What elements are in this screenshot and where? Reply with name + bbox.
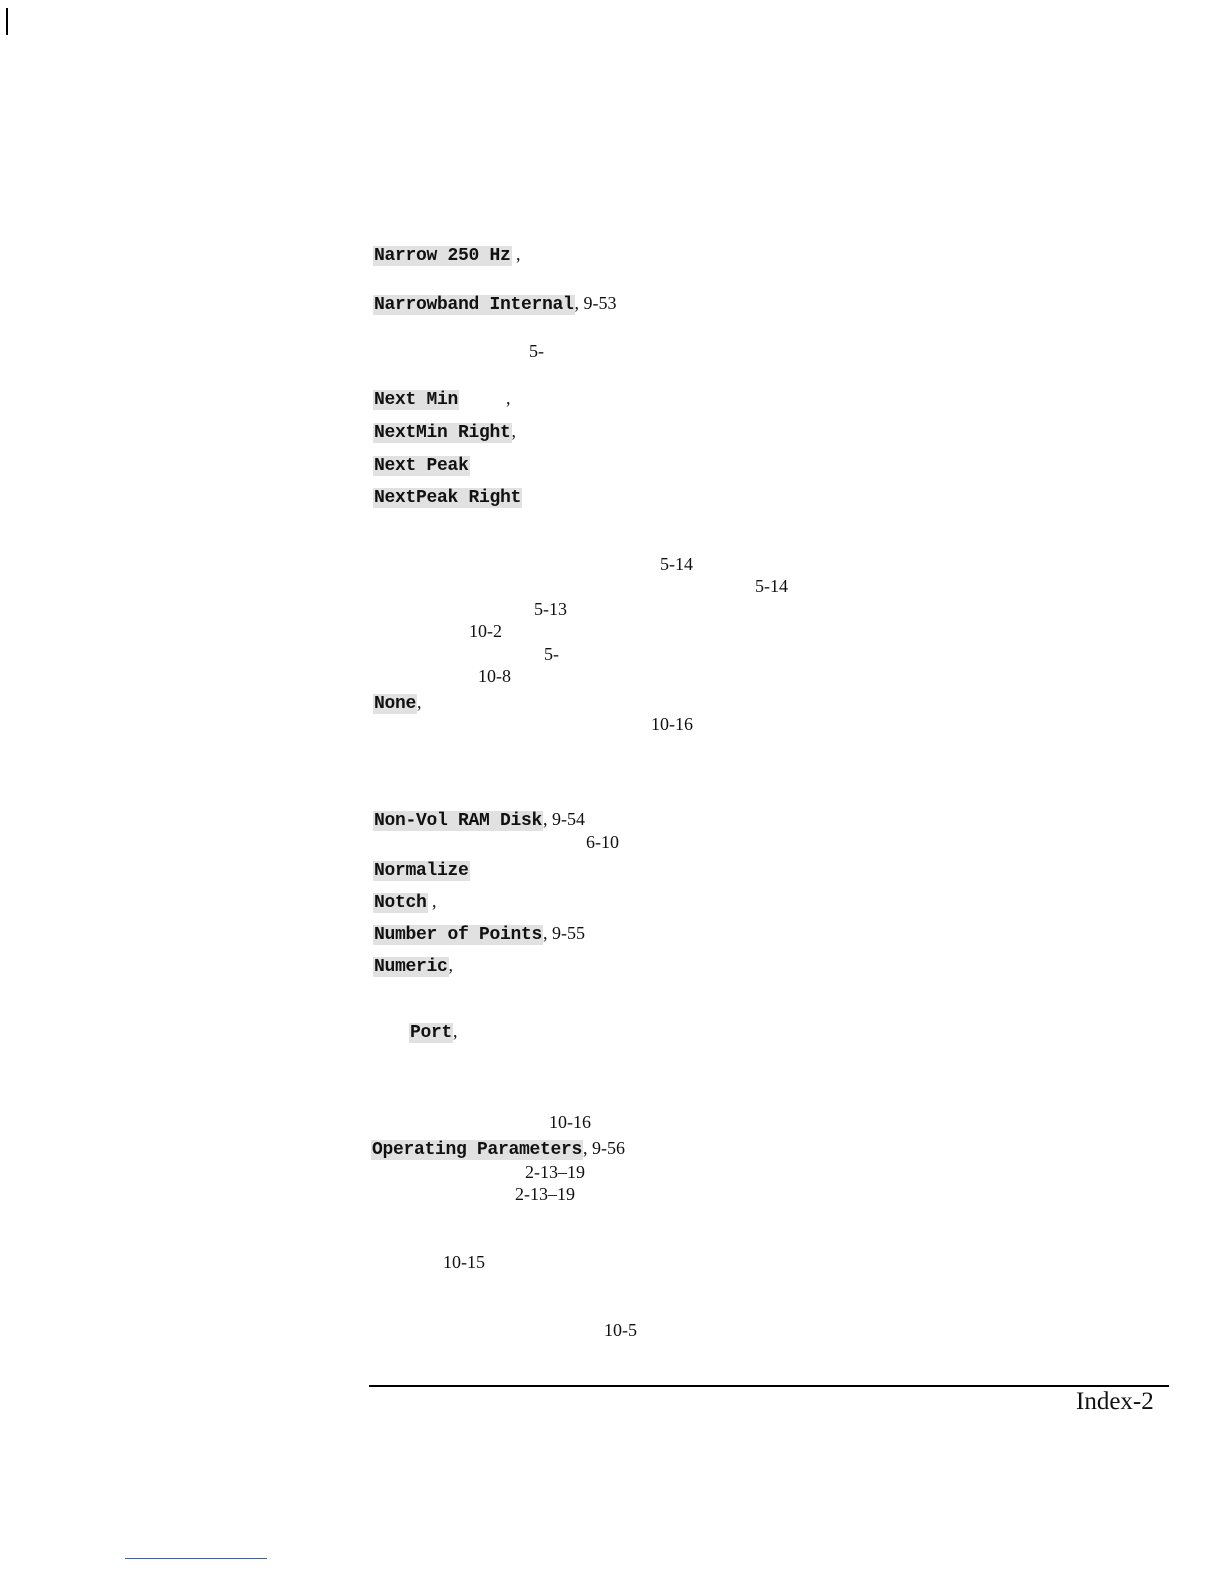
index-entry-numeric: Numeric, [374,955,454,977]
index-entry-none: None, [374,692,422,714]
softkey-number-of-points: Number of Points [374,925,543,945]
page-ref: 6-10 [586,832,619,852]
page-ref: 2-13–19 [525,1162,585,1182]
footer-rule [369,1385,1169,1387]
softkey-numeric: Numeric [374,957,448,977]
page-ref: 5- [529,341,544,361]
index-entry-narrowband-internal: Narrowband Internal, 9-53 [374,293,617,315]
index-entry-next-peak-right [373,486,522,508]
softkey-next-peak-right: NextPeak Right [374,488,522,508]
index-entry-port: Port, [410,1021,458,1043]
page-ref: 5- [544,644,559,664]
index-entry-narrow-250-hz: Narrow 250 Hz , [374,244,521,266]
softkey-narrowband-internal: Narrowband Internal [374,295,574,315]
softkey-normalize: Normalize [374,861,469,881]
page-ref: 5-14 [660,554,693,574]
page-ref: 2-13–19 [515,1184,575,1204]
page-ref: 10-8 [478,666,511,686]
index-entry-number-of-points: Number of Points, 9-55 [374,923,586,945]
index-entry-next-min-right: NextMin Right, [374,421,517,443]
page-ref: 10-15 [443,1252,485,1272]
index-entry-operating-parameters: Operating Parameters, 9-56 [372,1138,626,1160]
index-entry-notch: Notch , [374,891,437,913]
page-ref: 10-16 [651,714,693,734]
softkey-narrow-250-hz: Narrow 250 Hz [374,246,511,266]
softkey-next-min-right: NextMin Right [374,423,511,443]
softkey-next-min: Next Min [374,390,459,410]
page-ref: 10-2 [469,621,502,641]
page-ref: 5-14 [755,576,788,596]
index-entry-next-min: Next Min , [374,388,511,410]
softkey-none: None [374,694,417,714]
index-entry-normalize [373,859,470,881]
softkey-notch: Notch [374,893,427,913]
softkey-next-peak: Next Peak [374,456,469,476]
index-entry-non-vol-ram-disk: Non-Vol RAM Disk, 9-54 [374,809,586,831]
softkey-port: Port [410,1023,453,1043]
page-number: Index-2 [1076,1388,1154,1415]
softkey-non-vol-ram-disk: Non-Vol RAM Disk [374,811,543,831]
scan-artifact-line [125,1558,267,1559]
index-entry-next-peak [373,454,470,476]
page-ref: 10-5 [604,1320,637,1340]
softkey-operating-parameters: Operating Parameters [372,1140,583,1160]
page-ref: 5-13 [534,599,567,619]
page-ref: 10-16 [549,1112,591,1132]
scan-edge-mark [6,8,8,35]
